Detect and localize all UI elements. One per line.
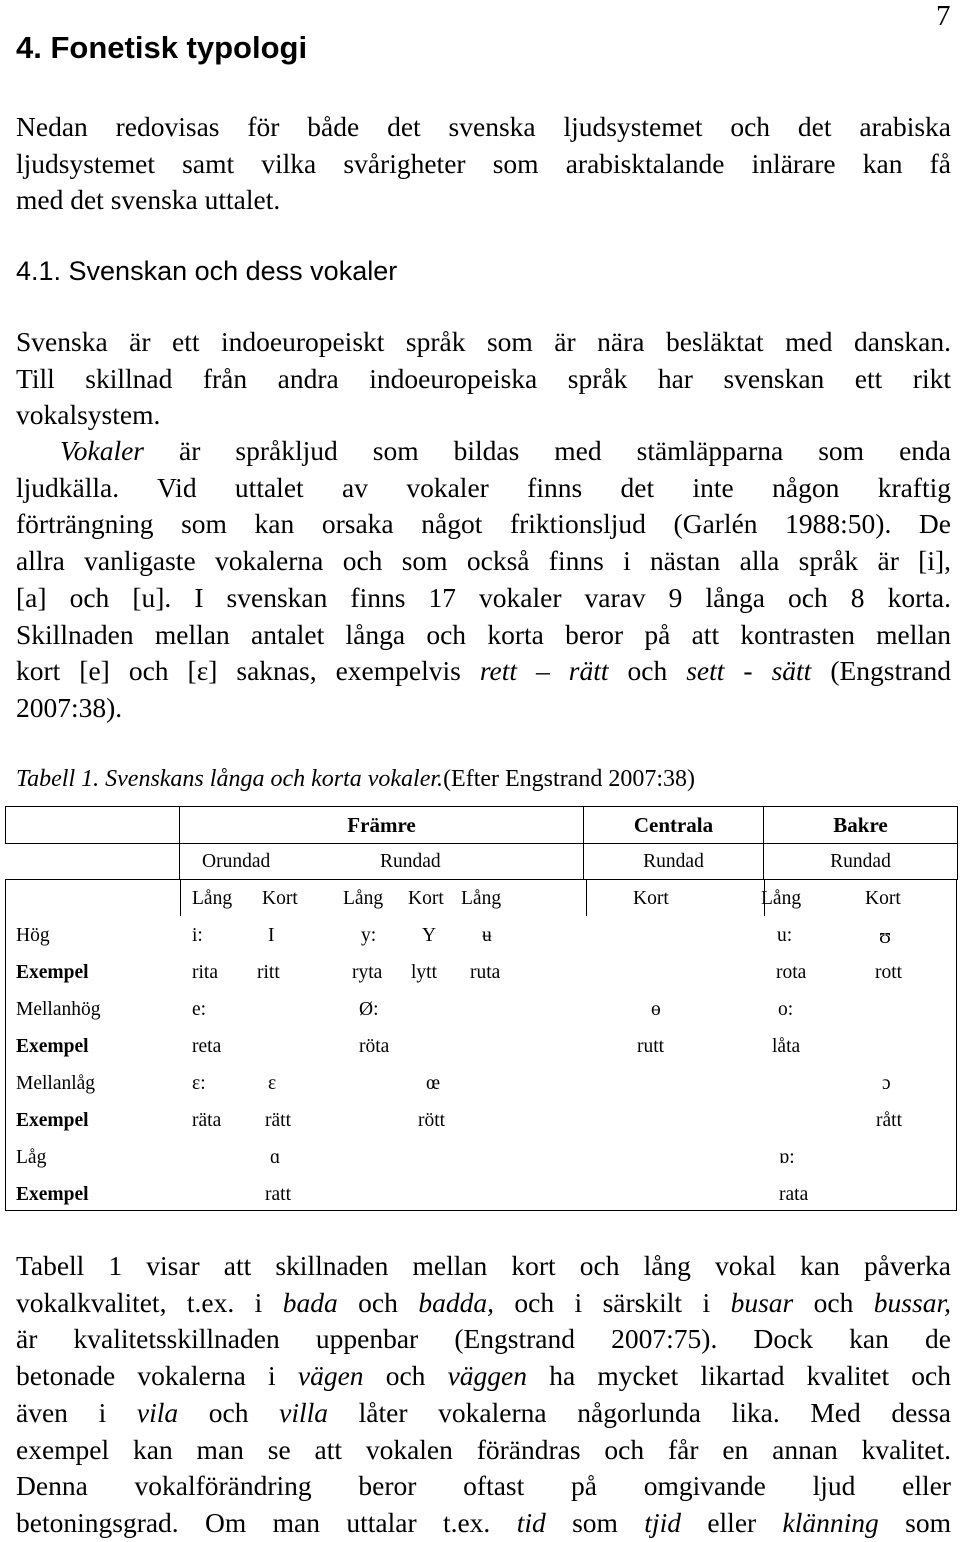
example-word: ryta xyxy=(352,962,383,983)
vowel-table-body xyxy=(5,879,957,1211)
row-label-lag: Låg xyxy=(16,1147,47,1168)
vowel-symbol: y: xyxy=(361,925,377,946)
vowel-symbol: ɛ xyxy=(268,1073,277,1094)
paragraph-1 xyxy=(16,324,951,434)
row-label-exempel: Exempel xyxy=(16,1110,89,1131)
italic-example: väggen xyxy=(447,1360,528,1392)
row-label-hog: Hög xyxy=(16,925,50,946)
text-line xyxy=(16,433,951,470)
example-word: rita xyxy=(192,962,218,983)
table-rounding-row xyxy=(6,844,958,881)
row-label-mellanlag: Mellanlåg xyxy=(16,1073,96,1094)
text-line: ljudsystemet samt vilka svårigheter som arabisktalande inlärare kan få xyxy=(16,147,951,179)
page-number: 7 xyxy=(936,0,951,32)
text-span: betonade vokalerna i xyxy=(16,1360,298,1392)
italic-example: busar xyxy=(730,1286,794,1318)
text-line: förträngning som kan orsaka något friktionsljud (Garlén 1988:50). De xyxy=(16,508,951,540)
italic-example: bada xyxy=(282,1286,338,1318)
example-word: rota xyxy=(776,962,807,983)
italic-example: bussar, xyxy=(873,1286,951,1318)
italic-example: vila xyxy=(136,1396,179,1428)
text-line: Skillnaden mellan antalet långa och korta beror på att kontrasten mellan xyxy=(16,618,951,650)
rounding-rounded: Rundad xyxy=(380,851,441,872)
italic-example: vägen xyxy=(297,1360,364,1392)
text-span: eller xyxy=(680,1506,783,1538)
italic-example: klänning xyxy=(782,1506,879,1538)
paragraph-3 xyxy=(16,1248,951,1542)
rounding-rounded: Rundad xyxy=(830,851,891,872)
text-line xyxy=(16,1505,951,1542)
text-span: och xyxy=(178,1396,280,1428)
table-caption xyxy=(16,766,695,793)
text-line: exempel kan man se att vokalen förändras och får en annan kvalitet. xyxy=(16,1433,951,1465)
vowel-symbol: ɵ xyxy=(651,999,661,1020)
text-span: och xyxy=(337,1286,419,1318)
text-line: Tabell 1 visar att skillnaden mellan kort och lång vokal kan påverka xyxy=(16,1250,951,1281)
text-span: och xyxy=(608,655,687,687)
intro-paragraph xyxy=(16,109,951,219)
vowel-symbol: I xyxy=(268,925,275,946)
text-span: är språkljud som bildas med stämläpparna som enda xyxy=(144,435,951,466)
vowel-symbol: ʉ xyxy=(482,925,492,946)
text-span: även i xyxy=(16,1396,137,1428)
paragraph-2 xyxy=(16,433,951,727)
text-line: är kvalitetsskillnaden uppenbar (Engstrand 2007:75). Dock kan de xyxy=(16,1323,951,1355)
text-line xyxy=(16,653,951,690)
text-span: och i särskilt i xyxy=(493,1286,731,1318)
vowel-symbol: e: xyxy=(192,999,207,1020)
length-label: Lång xyxy=(761,888,802,909)
example-word: lytt xyxy=(411,962,438,983)
text-span: som xyxy=(878,1506,952,1538)
text-span: (Engstrand xyxy=(811,655,951,687)
header-front: Främre xyxy=(347,812,416,837)
text-span: betoningsgrad. Om man uttalar t.ex. xyxy=(16,1506,517,1538)
text-line: Till skillnad från andra indoeuropeiska språk har svenskan ett rikt xyxy=(16,362,951,394)
caption-italic: Tabell 1. Svenskans långa och korta vokaler. xyxy=(16,766,444,792)
vowel-symbol: ɒ: xyxy=(779,1147,795,1168)
text-line: 2007:38). xyxy=(16,691,123,723)
text-span: och xyxy=(363,1360,448,1392)
example-word: låta xyxy=(772,1036,801,1057)
vowel-symbol: ɔ xyxy=(882,1073,891,1094)
rounding-unrounded: Orundad xyxy=(202,851,271,872)
example-word: röta xyxy=(359,1036,390,1057)
length-label: Kort xyxy=(633,888,669,909)
vowel-symbol: u: xyxy=(777,925,793,946)
example-word: reta xyxy=(192,1036,222,1057)
vowel-symbol: i: xyxy=(192,925,203,946)
table-header-row xyxy=(6,807,958,844)
italic-example: villa xyxy=(279,1396,329,1428)
vowel-symbol: ɑ xyxy=(270,1147,281,1168)
example-word: rutt xyxy=(637,1036,665,1057)
text-line: allra vanligaste vokalerna och som också finns i nästan alla språk är [i], xyxy=(16,545,951,577)
text-line xyxy=(16,1395,951,1432)
text-span: kort [e] och [ɛ] saknas, exempelvis xyxy=(16,655,480,687)
header-back: Bakre xyxy=(833,812,888,837)
subsection-title: 4.1. Svenskan och dess vokaler xyxy=(16,256,398,286)
italic-example: tid xyxy=(516,1506,546,1538)
example-word: rata xyxy=(779,1184,809,1205)
row-label-mellanhog: Mellanhög xyxy=(16,999,101,1020)
row-label-exempel: Exempel xyxy=(16,1036,89,1057)
text-line: Denna vokalförändring beror oftast på omgivande ljud eller xyxy=(16,1470,951,1502)
text-line: Svenska är ett indoeuropeiskt språk som är nära besläktat med danskan. xyxy=(16,326,951,357)
text-line: vokalsystem. xyxy=(16,399,161,431)
example-word: rött xyxy=(418,1110,446,1131)
text-span: låter vokalerna någorlunda lika. Med dessa xyxy=(328,1396,951,1428)
italic-example: rett – rätt xyxy=(479,655,609,687)
example-word: ratt xyxy=(265,1184,291,1205)
italic-example: sett - sätt xyxy=(686,655,812,687)
header-central: Centrala xyxy=(633,812,714,837)
text-span: ha mycket likartad kvalitet och xyxy=(527,1360,951,1392)
vowel-symbol: ɛ: xyxy=(192,1073,206,1094)
length-label: Lång xyxy=(343,888,384,909)
text-line xyxy=(16,1285,951,1322)
example-word: rått xyxy=(876,1110,902,1131)
text-line xyxy=(16,1358,951,1395)
vowel-table xyxy=(5,806,958,880)
example-word: rätt xyxy=(265,1110,291,1131)
vowel-symbol: œ xyxy=(426,1073,441,1094)
vowel-symbol: ʊ xyxy=(879,923,892,948)
vowel-symbol: o: xyxy=(778,999,794,1020)
italic-example: tjid xyxy=(644,1506,681,1538)
text-line: ljudkälla. Vid uttalet av vokaler finns det inte någon kraftig xyxy=(16,471,951,503)
text-span: vokalkvalitet, t.ex. i xyxy=(16,1286,283,1318)
example-word: ruta xyxy=(470,962,501,983)
example-word: rott xyxy=(875,962,903,983)
section-title: 4. Fonetisk typologi xyxy=(16,30,308,65)
length-label: Lång xyxy=(461,888,502,909)
row-label-exempel: Exempel xyxy=(16,962,89,983)
length-label: Lång xyxy=(192,888,233,909)
text-span: som xyxy=(545,1506,645,1538)
example-word: räta xyxy=(192,1110,222,1131)
vowel-symbol: Y xyxy=(422,925,437,946)
length-label: Kort xyxy=(865,888,901,909)
rounding-rounded: Rundad xyxy=(643,851,704,872)
text-line: Nedan redovisas för både det svenska ljudsystemet och det arabiska xyxy=(16,111,951,142)
italic-example: badda, xyxy=(418,1286,494,1318)
text-line: [a] och [u]. I svenskan finns 17 vokaler varav 9 långa och 8 korta. xyxy=(16,581,951,613)
vowel-symbol: Ø: xyxy=(359,999,379,1020)
caption-source: (Efter Engstrand 2007:38) xyxy=(443,766,695,792)
italic-term: Vokaler xyxy=(60,435,145,466)
text-span: och xyxy=(793,1286,874,1318)
length-label: Kort xyxy=(408,888,444,909)
length-label: Kort xyxy=(262,888,298,909)
row-label-exempel: Exempel xyxy=(16,1184,89,1205)
text-line: med det svenska uttalet. xyxy=(16,184,281,216)
example-word: ritt xyxy=(257,962,280,983)
